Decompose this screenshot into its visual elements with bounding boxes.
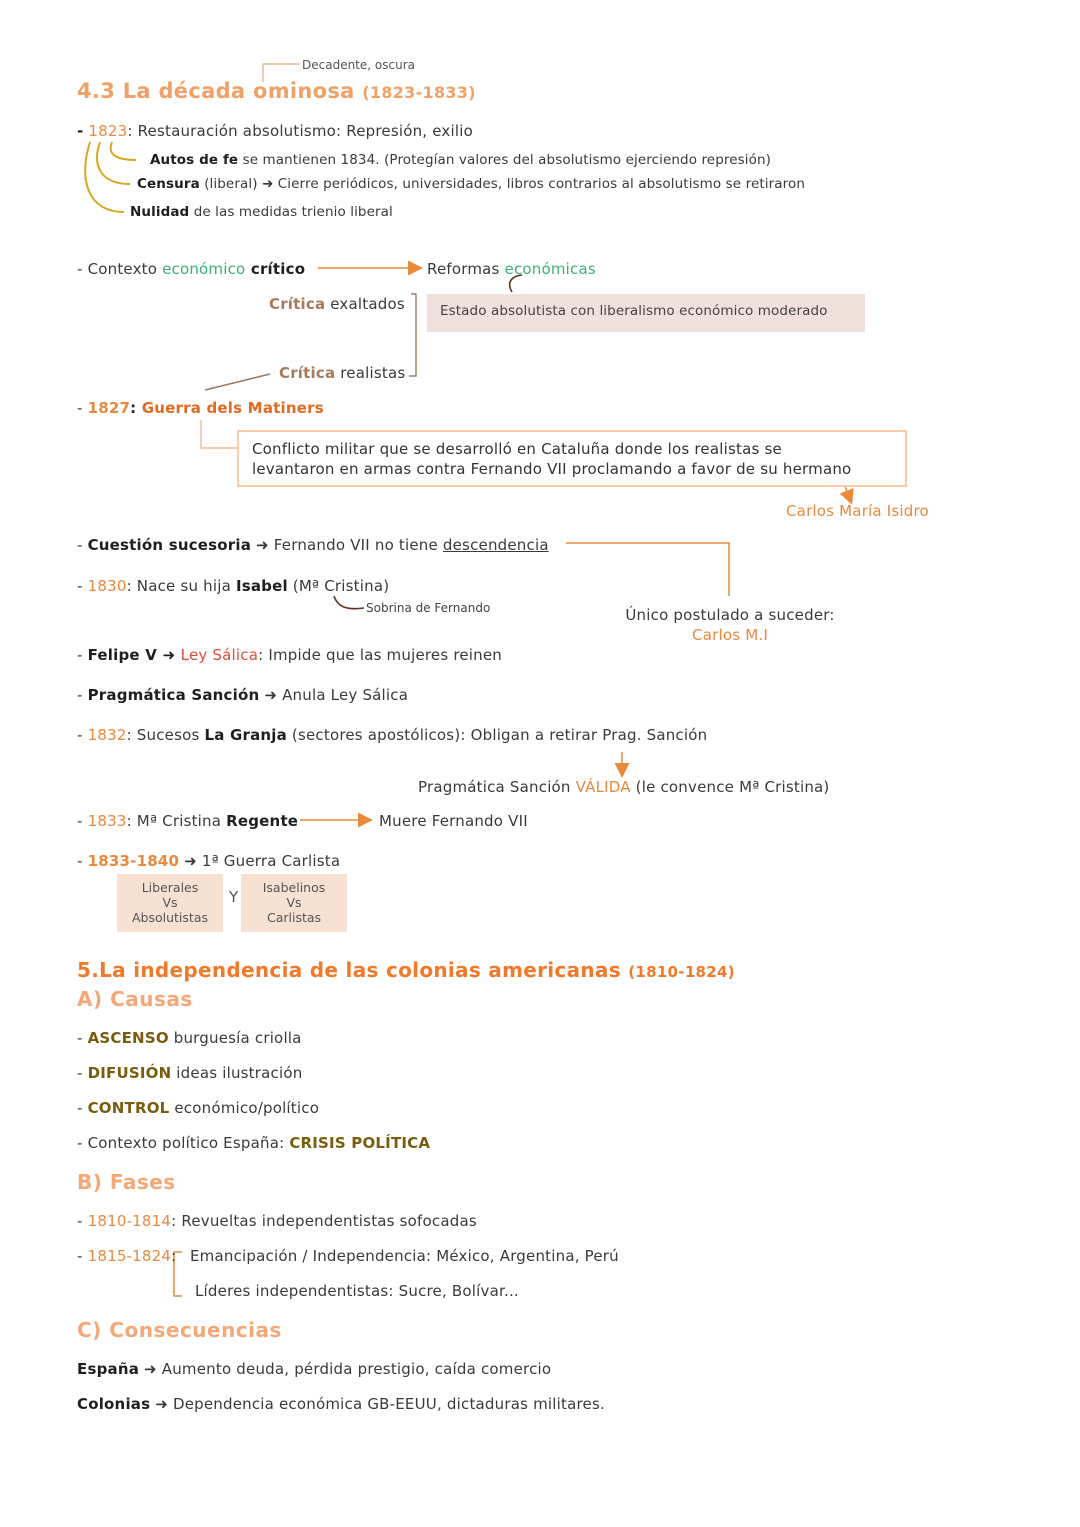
title-years: (1823-1833) (362, 83, 476, 102)
carlos-isidro: Carlos María Isidro (786, 502, 929, 520)
line-censura (137, 176, 805, 192)
causa-4 (77, 1134, 430, 1152)
line-1833 (77, 812, 298, 830)
dash: - (77, 577, 88, 595)
critica-realistas (279, 364, 405, 382)
conflicto-line2: levantaron en armas contra Fernando VII proclamando a favor de su hermano (252, 460, 852, 478)
line-1827-box (201, 420, 238, 448)
year-1833: 1833 (87, 812, 127, 830)
box-left-3: Absolutistas (131, 910, 208, 925)
critica-exaltados (269, 295, 405, 313)
reformas-green: económicas (504, 260, 596, 278)
year-1833-1840: 1833-1840 (87, 852, 180, 870)
box-liberales (117, 874, 223, 932)
valida-tail: (le convence Mª Cristina) (630, 778, 830, 796)
causa-3 (77, 1099, 319, 1117)
fase-2a: Emancipación / Independencia: México, Argentina, Perú (190, 1247, 619, 1265)
dash: - (77, 1099, 88, 1117)
section-title-5 (77, 958, 735, 982)
colonias-text: ➜ Dependencia económica GB-EEUU, dictaduras militares. (150, 1395, 605, 1413)
bracket-censura (97, 142, 130, 184)
contexto-bold: crítico (245, 260, 306, 278)
pragmatica-bold: Pragmática Sanción (87, 686, 260, 704)
felipe-text: : Impide que las mujeres reinen (258, 646, 502, 664)
box-left-1: Liberales (141, 880, 199, 895)
causas-heading: A) Causas (77, 987, 193, 1011)
consecuencias-heading: C) Consecuencias (77, 1318, 282, 1342)
causa-1-text: burguesía criolla (168, 1029, 302, 1047)
critica-label: Crítica (279, 364, 336, 382)
causa-4-text: Contexto político España: (87, 1134, 290, 1152)
year-1815: 1815-1824 (87, 1247, 172, 1265)
line-descendencia (566, 543, 729, 596)
dash: - (77, 122, 84, 140)
box-right-3: Carlistas (266, 910, 322, 925)
nulidad-text: de las medidas trienio liberal (189, 204, 393, 220)
dash: - (77, 852, 88, 870)
descendencia: descendencia (442, 536, 549, 554)
box-left-2: Vs (162, 895, 178, 910)
dash: - (77, 536, 88, 554)
bracket-critica (409, 294, 416, 376)
title-5-text: 5.La independencia de las colonias americanas (77, 958, 621, 982)
colonias-bold: Colonias (77, 1395, 151, 1413)
fases-heading: B) Fases (77, 1170, 176, 1194)
causa-2-bold: DIFUSIÓN (87, 1064, 172, 1082)
conflicto-box (237, 430, 907, 487)
guerra-matiners: Guerra dels Matiners (141, 399, 324, 417)
fase-2 (77, 1247, 176, 1265)
title-5-years: (1810-1824) (628, 963, 735, 981)
felipe-v: Felipe V (87, 646, 158, 664)
censura-label: Censura (137, 176, 200, 192)
fase-1 (77, 1212, 477, 1230)
text-1830: : Nace su hija (126, 577, 236, 595)
line-autos (150, 152, 771, 168)
dash: - (77, 812, 88, 830)
regente: Regente (226, 812, 299, 830)
dash: - (77, 1134, 88, 1152)
line-realistas (205, 374, 270, 390)
text-1830-tail: (Mª Cristina) (287, 577, 390, 595)
arrow: ➜ (157, 646, 181, 664)
line-nulidad (130, 204, 393, 220)
year-1823: 1823 (88, 122, 128, 140)
muere-fernando: Muere Fernando VII (379, 812, 528, 830)
espana-text: ➜ Aumento deuda, pérdida prestigio, caída comercio (139, 1360, 552, 1378)
line-reformas (427, 260, 596, 278)
autos-text: se mantienen 1834. (Protegían valores del absolutismo ejerciendo represión) (238, 152, 772, 168)
title-text: 4.3 La década ominosa (77, 79, 355, 103)
line-valida (418, 778, 829, 796)
dash: - (77, 1029, 88, 1047)
year-1830: 1830 (87, 577, 127, 595)
text-1833-1840: ➜ 1ª Guerra Carlista (179, 852, 341, 870)
fase-1-text: : Revueltas independentistas sofocadas (171, 1212, 477, 1230)
dash: - (77, 1212, 88, 1230)
unico-line2: Carlos M.I (692, 626, 768, 644)
year-1832: 1832 (87, 726, 127, 744)
causa-1-bold: ASCENSO (87, 1029, 169, 1047)
box-right-2: Vs (286, 895, 302, 910)
ley-salica: Ley Sálica (180, 646, 259, 664)
dash: - (77, 399, 88, 417)
line-1823 (77, 122, 473, 140)
nulidad-label: Nulidad (130, 204, 190, 220)
sobrina: Sobrina de Fernando (366, 601, 491, 615)
cuestion-text: ➜ Fernando VII no tiene (251, 536, 443, 554)
contexto-green: económico (162, 260, 246, 278)
box-isabelinos (241, 874, 347, 932)
critica-label: Crítica (269, 295, 326, 313)
valida: VÁLIDA (575, 778, 631, 796)
dash: - (77, 1064, 88, 1082)
estado-text: Estado absolutista con liberalismo económico moderado (440, 303, 828, 319)
valida-pre: Pragmática Sanción (418, 778, 576, 796)
box-right-1: Isabelinos (262, 880, 326, 895)
causa-2 (77, 1064, 302, 1082)
autos-label: Autos de fe (150, 152, 239, 168)
causa-1 (77, 1029, 302, 1047)
line-1833-1840 (77, 852, 340, 870)
contexto-pre: - Contexto (77, 260, 163, 278)
line-felipe (77, 646, 502, 664)
estado-box (427, 294, 865, 332)
year-1810: 1810-1814 (87, 1212, 172, 1230)
colon: : (130, 399, 142, 417)
line-pragmatica (77, 686, 408, 704)
dash: - (77, 686, 88, 704)
causa-4-bold: CRISIS POLÍTICA (289, 1134, 431, 1152)
line-1827 (77, 399, 324, 417)
line-1830 (77, 577, 389, 595)
isabel: Isabel (235, 577, 288, 595)
fase-2b: Líderes independentistas: Sucre, Bolívar... (195, 1282, 519, 1300)
critica-re-text: realistas (335, 364, 406, 382)
dash: - (77, 1247, 88, 1265)
line-espana (77, 1360, 551, 1378)
text-1832-tail: (sectores apostólicos): Obligan a retirar Prag. Sanción (286, 726, 708, 744)
line-cuestion (77, 536, 549, 554)
causa-3-text: económico/político (169, 1099, 320, 1117)
censura-text: (liberal) ➜ Cierre periódicos, universidades, libros contrarios al absolutismo se retiraron (199, 176, 805, 192)
line-contexto (77, 260, 305, 278)
colon: : (171, 1247, 177, 1265)
causa-3-bold: CONTROL (87, 1099, 170, 1117)
text-1833: : Mª Cristina (126, 812, 227, 830)
bracket-autos (111, 142, 136, 160)
conflicto-line1: Conflicto militar que se desarrolló en Cataluña donde los realistas se (252, 440, 782, 458)
pragmatica-text: ➜ Anula Ley Sálica (259, 686, 409, 704)
unico-line1: Único postulado a suceder: (625, 606, 835, 624)
text-1832: : Sucesos (126, 726, 205, 744)
critica-ex-text: exaltados (325, 295, 405, 313)
line-1832 (77, 726, 707, 744)
line-colonias (77, 1395, 605, 1413)
curl-sobrina (334, 596, 364, 609)
dash: - (77, 646, 88, 664)
dash: - (77, 726, 88, 744)
text-1823: : Restauración absolutismo: Represión, exilio (127, 122, 473, 140)
la-granja: La Granja (204, 726, 287, 744)
y-letter: Y (229, 888, 239, 906)
causa-2-text: ideas ilustración (171, 1064, 303, 1082)
section-title-4-3 (77, 79, 476, 103)
year-1827: 1827 (87, 399, 131, 417)
cuestion-bold: Cuestión sucesoria (87, 536, 252, 554)
espana-bold: España (77, 1360, 140, 1378)
title-annotation: Decadente, oscura (302, 58, 415, 72)
reformas-pre: Reformas (427, 260, 505, 278)
